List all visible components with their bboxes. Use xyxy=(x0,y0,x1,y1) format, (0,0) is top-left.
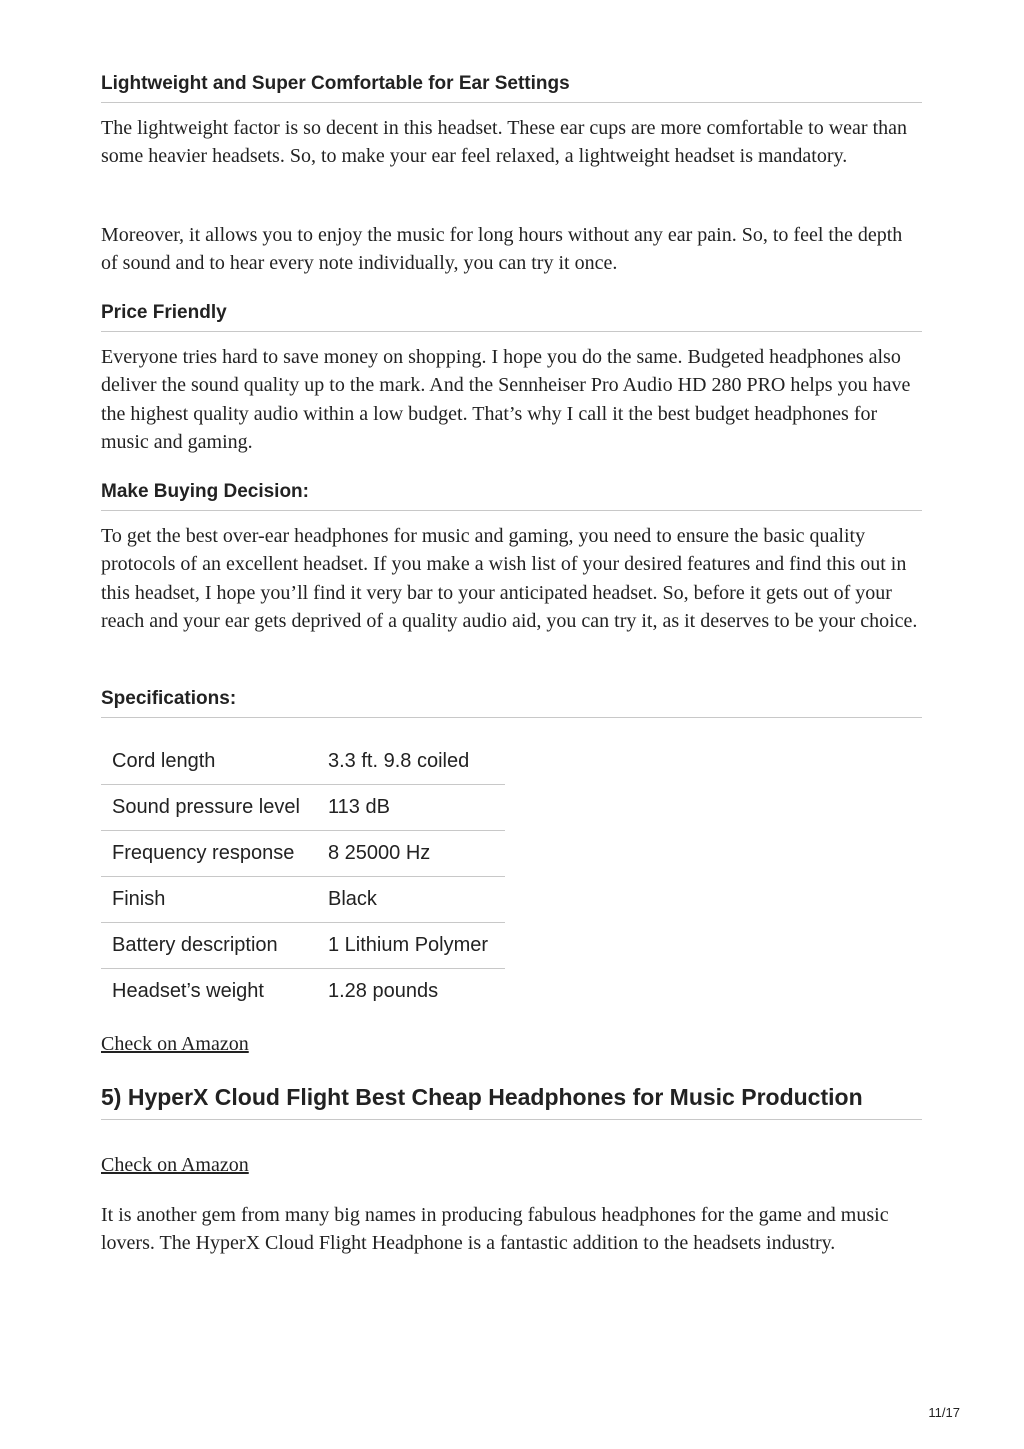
table-row xyxy=(101,969,505,1015)
spec-label: Sound pressure level xyxy=(101,785,317,831)
heading-hyperx-cloud-flight: 5) HyperX Cloud Flight Best Cheap Headphones for Music Production xyxy=(101,1083,922,1120)
page-number: 11/17 xyxy=(928,1405,960,1420)
table-row xyxy=(101,923,505,969)
check-on-amazon-link[interactable]: Check on Amazon xyxy=(101,1033,249,1055)
spec-value: 1.28 pounds xyxy=(317,969,505,1015)
paragraph-make-buying-decision: To get the best over-ear headphones for music and gaming, you need to ensure the basic quality protocols of an excellent headset. If you make a wish list of your desired features and find this out in this headset, I hope you’ll find it very bar to your anticipated headset. So, before it gets out of your reach and your ear gets deprived of a quality audio aid, you can try it, as it deserves to be your choice. xyxy=(101,525,918,633)
heading-price-friendly: Price Friendly xyxy=(101,301,922,332)
table-row xyxy=(101,785,505,831)
spec-label: Frequency response xyxy=(101,831,317,877)
heading-specifications: Specifications: xyxy=(101,687,922,718)
spec-value: 3.3 ft. 9.8 coiled xyxy=(328,750,470,772)
check-on-amazon-link-hyperx[interactable]: Check on Amazon xyxy=(101,1154,249,1176)
table-row xyxy=(101,877,505,923)
paragraph-lightweight-1: The lightweight factor is so decent in this headset. These ear cups are more comfortable to wear than some heavier headsets. So, to make your ear feel relaxed, a lightweight headset is mandatory. xyxy=(101,117,908,168)
heading-make-buying-decision: Make Buying Decision: xyxy=(101,480,922,511)
spec-value: 113 dB xyxy=(317,785,505,831)
spec-value: 8 25000 Hz xyxy=(317,831,505,877)
spec-value: Black xyxy=(317,877,505,923)
specifications-table xyxy=(101,739,505,1014)
spec-label: Headset’s weight xyxy=(101,969,317,1015)
spec-label: Finish xyxy=(101,877,317,923)
table-row xyxy=(101,831,505,877)
spec-label: Battery description xyxy=(101,923,317,969)
paragraph-hyperx: It is another gem from many big names in producing fabulous headphones for the game and music lovers. The HyperX Cloud Flight Headphone is a fantastic addition to the headsets industry. xyxy=(101,1204,889,1255)
spec-label: Cord length xyxy=(112,750,216,772)
heading-lightweight: Lightweight and Super Comfortable for Ear Settings xyxy=(101,72,922,103)
spec-value: 1 Lithium Polymer xyxy=(317,923,505,969)
paragraph-lightweight-2: Moreover, it allows you to enjoy the music for long hours without any ear pain. So, to feel the depth of sound and to hear every note individually, you can try it once. xyxy=(101,224,903,275)
table-row xyxy=(101,739,505,785)
paragraph-price-friendly: Everyone tries hard to save money on shopping. I hope you do the same. Budgeted headphones also deliver the sound quality up to the mark. And the Sennheiser Pro Audio HD 280 PRO helps you have the highest quality audio within a low budget. That’s why I call it the best budget headphones for music and gaming. xyxy=(101,346,911,454)
